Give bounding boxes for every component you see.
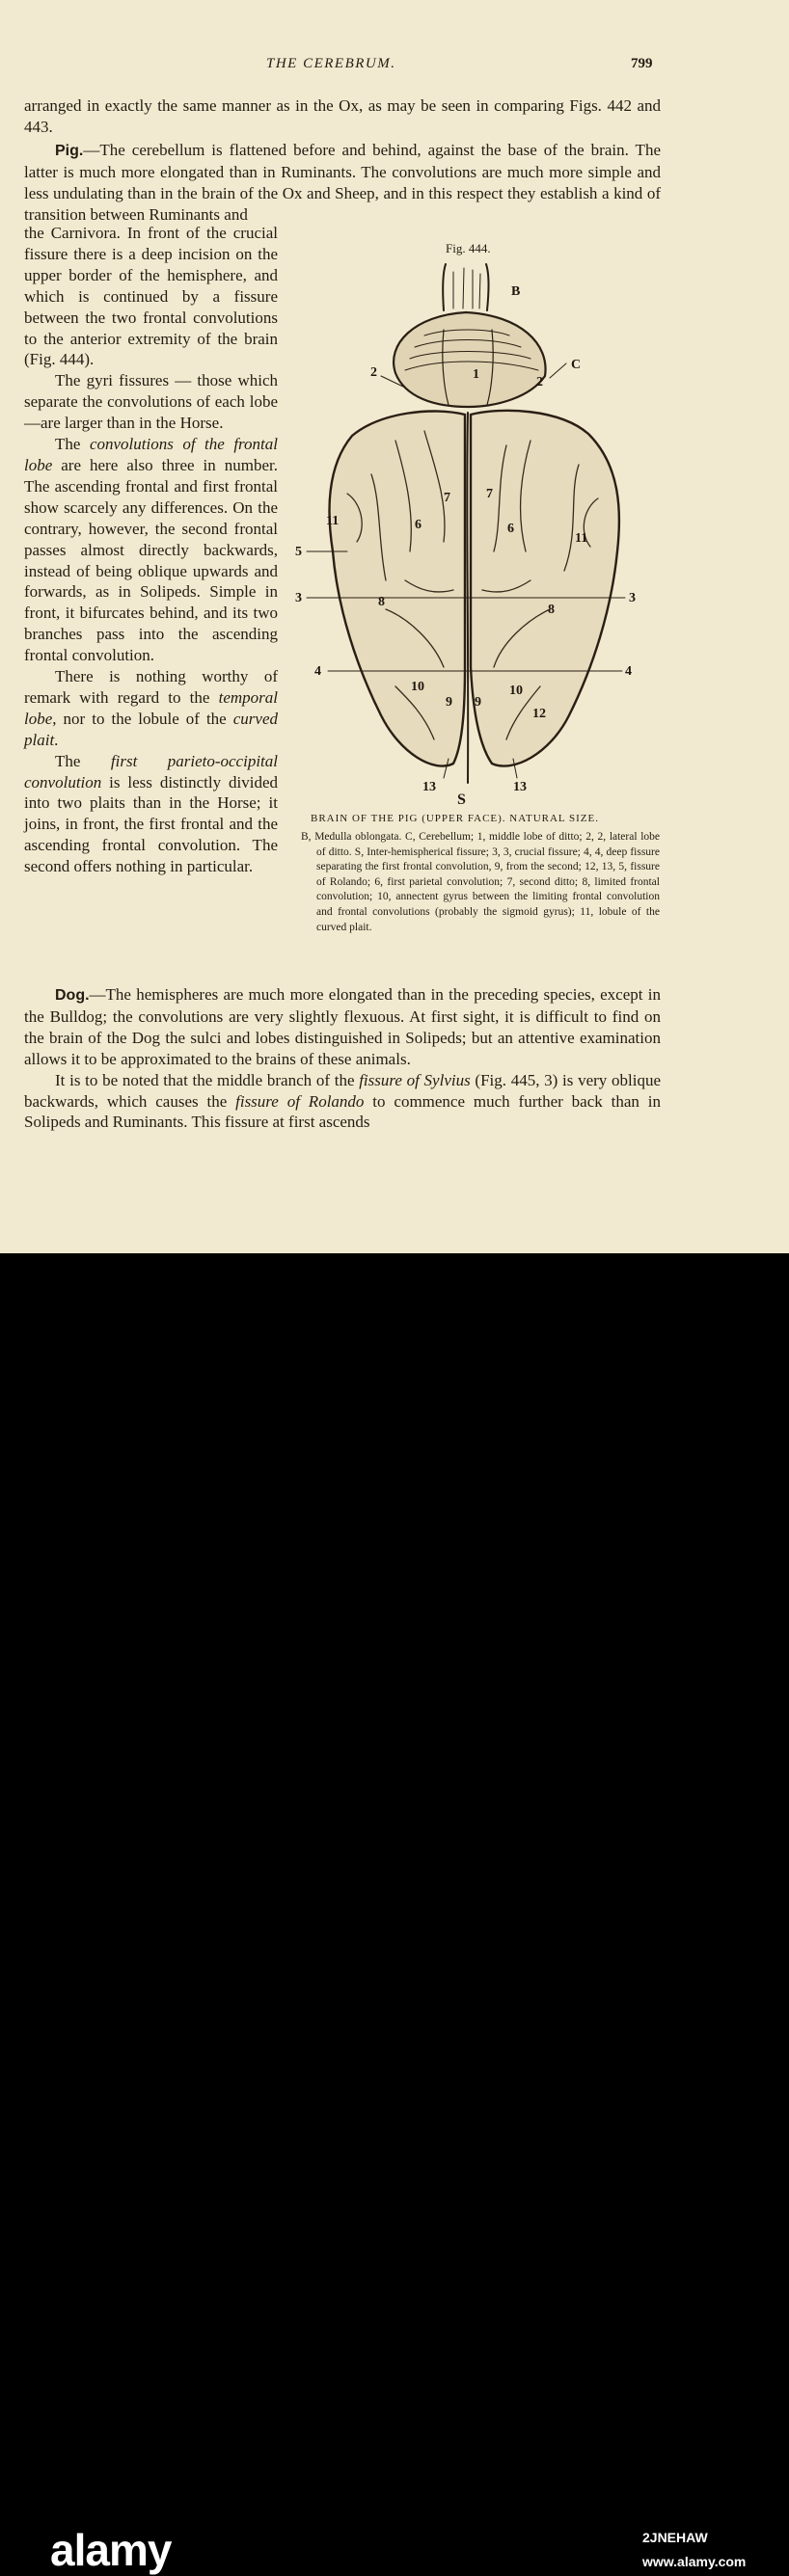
label-6-right: 6 <box>507 522 514 536</box>
pig-paragraph-2: The gyri fissures — those which separate the convolutions of each lobe—are larger than in the Horse. <box>24 371 278 433</box>
label-4-left: 4 <box>314 664 321 679</box>
dog-paragraph-1: Dog.—The hemispheres are much more elongated than in the preceding species, except in the Bulldog; the convolutions are very slightly flexuous. At first sight, it is difficult to find on the brain of the Dog the sulci and lobes distinguished in Solipeds; but an attentive examination allows it to be approximated to the brains of these animals. <box>24 985 661 1068</box>
figure-label: Fig. 444. <box>446 241 491 255</box>
pig-brain-illustration <box>289 262 666 812</box>
label-3-right: 3 <box>629 591 636 605</box>
label-13-left: 13 <box>422 780 436 794</box>
label-C: C <box>571 358 582 372</box>
pig-paragraph-1-cont: the Carnivora. In front of the crucial fissure there is a deep incision on the upper border of the hemisphere, and which is continued by a fissure between the two frontal convolutions to the anterior extremity of the brain (Fig. 444). <box>24 224 278 369</box>
stock-footer-bar <box>0 1253 789 2575</box>
label-10-left: 10 <box>411 680 424 694</box>
figure-caption: BRAIN OF THE PIG (UPPER FACE). NATURAL SIZE. <box>311 813 599 824</box>
label-4-right: 4 <box>625 664 632 679</box>
label-9-left: 9 <box>446 695 452 710</box>
pig-paragraph-4: There is nothing worthy of remark with regard to the temporal lobe, nor to the lobule of the curved plait. <box>24 667 278 749</box>
label-1: 1 <box>473 367 479 382</box>
pig-paragraph-1: Pig.—The cerebellum is flattened before and behind, against the base of the brain. The latter is much more elongated than in Ruminants. The convolutions are much more simple and less undulating than in the brain of the Ox and Sheep, and in this respect they establish a kind of transition between Ruminants and <box>24 141 661 224</box>
page-number: 799 <box>631 56 653 71</box>
label-S: S <box>457 792 466 808</box>
dog-paragraph-2: It is to be noted that the middle branch of the fissure of Sylvius (Fig. 445, 3) is very oblique backwards, which causes the fissure of Rolando to commence much further back than in Solipeds and Ruminants. This fissure at first ascends <box>24 1070 661 1132</box>
cerebellum <box>394 312 545 407</box>
stock-url[interactable]: www.alamy.com <box>642 2554 747 2569</box>
left-hemisphere <box>330 411 465 765</box>
label-7-right: 7 <box>486 487 493 501</box>
label-10-right: 10 <box>509 684 523 698</box>
figure-legend: B, Medulla oblongata. C, Cerebellum; 1, middle lobe of ditto; 2, 2, lateral lobe of ditto. S, Inter-hemispherical fissure; 3, 3, crucial fissure; 4, 4, deep fissure separating the first frontal convolution, 9, from the second; 12, 13, 5, fissure of Rolando; 6, first parietal convolution; 7, second ditto; 8, limited frontal convolution; 10, annectent gyrus between the limiting frontal convolution and frontal convolutions (probably the sigmoid gyrus); 11, lobule of the curved plait. <box>301 831 660 933</box>
running-head: THE CEREBRUM. <box>266 56 396 71</box>
label-11-right: 11 <box>575 531 588 546</box>
label-8-right: 8 <box>548 603 555 617</box>
intro-paragraph: arranged in exactly the same manner as in the Ox, as may be seen in comparing Figs. 442 and 443. <box>24 96 661 136</box>
label-9-right: 9 <box>475 695 481 710</box>
dog-heading: Dog. <box>55 987 90 1004</box>
label-13-right: 13 <box>513 780 527 794</box>
pig-paragraph-5: The first parieto-occipital convolution is less distinctly divided into two plaits than in the Horse; it joins, in front, the first frontal and the ascending frontal convolution. The second offers nothing in particular. <box>24 751 278 876</box>
label-2-right: 2 <box>536 375 543 389</box>
label-6-left: 6 <box>415 518 422 532</box>
pig-heading: Pig. <box>55 143 84 159</box>
label-2-left: 2 <box>370 365 377 380</box>
label-12: 12 <box>532 707 546 721</box>
label-B: B <box>511 284 521 299</box>
book-page <box>0 0 789 1253</box>
pig-paragraph-3: The convolutions of the frontal lobe are here also three in number. The ascending frontal and first frontal show scarcely any differences. On the contrary, however, the second frontal passes almost directly backwards, instead of being oblique upwards and forwards, as in Solipeds. Simple in front, it bifurcates behind, and its two branches pass into the ascending frontal convolution. <box>24 435 278 665</box>
medulla-oblongata <box>443 264 488 310</box>
label-5: 5 <box>295 545 302 559</box>
dog-section <box>24 984 661 1133</box>
text-column <box>24 223 278 877</box>
label-8-left: 8 <box>378 595 385 609</box>
label-3-left: 3 <box>295 591 302 605</box>
label-11-left: 11 <box>326 514 340 528</box>
label-7-left: 7 <box>444 491 450 505</box>
stock-brand-logo: alamy <box>50 2525 172 2575</box>
image-id: 2JNEHAW <box>642 2530 708 2545</box>
